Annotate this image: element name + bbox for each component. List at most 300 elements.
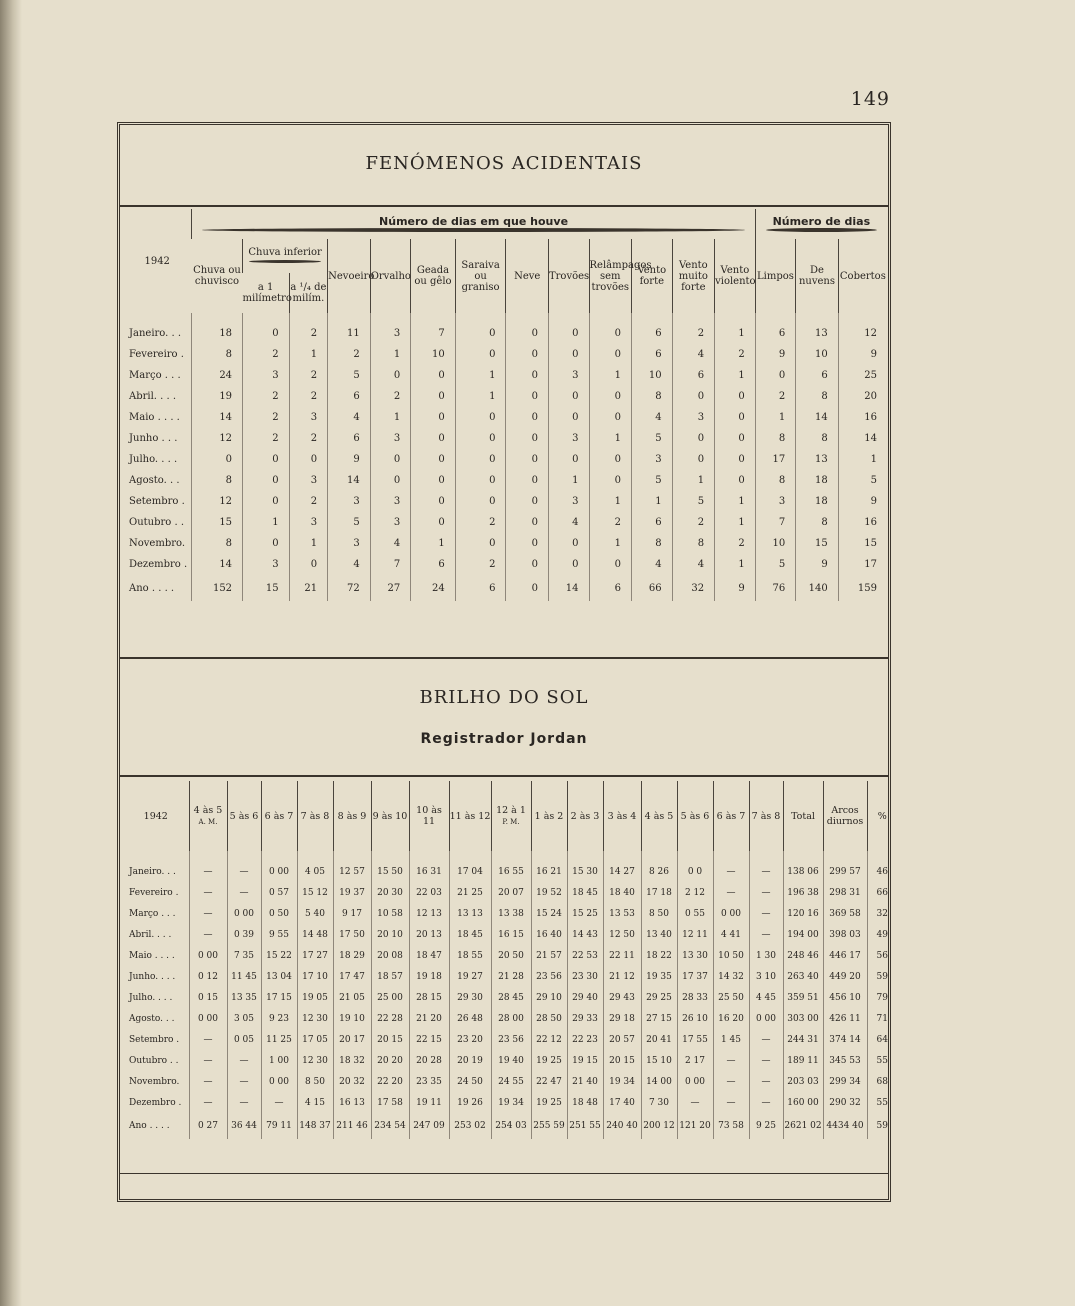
cell-value: 0 — [455, 344, 506, 365]
cell-value: 23 56 — [531, 966, 567, 987]
cell-value: 456 10 — [823, 987, 867, 1008]
cell-value: 3 — [328, 491, 371, 512]
table-row — [123, 491, 887, 512]
cell-value: 12 — [192, 491, 243, 512]
cell-value: 29 25 — [641, 987, 677, 1008]
col-cobertos: Cobertos — [838, 239, 887, 313]
cell-value: 8 50 — [641, 903, 677, 924]
cell-value: 11 — [328, 323, 371, 344]
cell-value: 298 31 — [823, 882, 867, 903]
cell-value: 13 30 — [677, 945, 713, 966]
col-orvalho: Orvalho — [370, 239, 411, 313]
cell-value: 20 57 — [603, 1029, 641, 1050]
cell-value: 10 58 — [371, 903, 409, 924]
cell-value: 29 43 — [603, 987, 641, 1008]
cell-value: 71 — [867, 1008, 897, 1029]
cell-value: 2 — [289, 428, 328, 449]
cell-value: 4 — [328, 554, 371, 575]
cell-value: 14 27 — [603, 861, 641, 882]
section-subtitle: Registrador Jordan — [420, 731, 588, 747]
cell-value: 0 — [455, 449, 506, 470]
month-label: Dezembro . — [129, 559, 188, 570]
cell-value: — — [749, 882, 783, 903]
total-value: 24 — [411, 575, 456, 601]
cell-value: 15 24 — [531, 903, 567, 924]
cell-value: 0 — [411, 470, 456, 491]
cell-value: 290 32 — [823, 1092, 867, 1113]
cell-value: 1 — [589, 428, 632, 449]
cell-value: 0 — [411, 407, 456, 428]
cell-value: 0 — [370, 449, 411, 470]
col-7-8pm: 7 às 8 — [749, 781, 783, 851]
cell-value: 28 33 — [677, 987, 713, 1008]
cell-value: 2 — [715, 533, 756, 554]
col-vento-violento: Vento violento — [715, 239, 756, 313]
cell-value: 10 50 — [713, 945, 749, 966]
page-frame — [117, 122, 891, 1202]
cell-value: 12 30 — [297, 1050, 333, 1071]
cell-value: 1 — [715, 554, 756, 575]
cell-value: 19 — [192, 386, 243, 407]
cell-value: 14 48 — [297, 924, 333, 945]
cell-value: 6 — [632, 344, 673, 365]
cell-value: 3 — [370, 323, 411, 344]
cell-value: 13 — [796, 449, 839, 470]
cell-value: 23 20 — [449, 1029, 491, 1050]
cell-value: 4 — [632, 407, 673, 428]
cell-value: 2 — [328, 344, 371, 365]
cell-value: 0 0 — [677, 861, 713, 882]
cell-value: 18 — [192, 323, 243, 344]
cell-value: 0 — [506, 323, 549, 344]
total-value: 234 54 — [371, 1113, 409, 1139]
total-value: 6 — [589, 575, 632, 601]
cell-value: 25 00 — [371, 987, 409, 1008]
cell-value: 12 50 — [603, 924, 641, 945]
total-value: 72 — [328, 575, 371, 601]
cell-value: 3 — [289, 407, 328, 428]
total-value: 4434 40 — [823, 1113, 867, 1139]
cell-value: 8 — [192, 470, 243, 491]
cell-value: 24 50 — [449, 1071, 491, 1092]
cell-value: 16 20 — [713, 1008, 749, 1029]
total-row — [123, 575, 887, 601]
cell-value: 8 — [192, 533, 243, 554]
cell-value: 5 — [328, 512, 371, 533]
cell-value: 8 50 — [297, 1071, 333, 1092]
month-label: Novembro. — [129, 1076, 180, 1087]
cell-value: 4 — [672, 344, 715, 365]
cell-value: 0 00 — [713, 903, 749, 924]
cell-value: 8 — [632, 386, 673, 407]
cell-value: 22 03 — [409, 882, 449, 903]
cell-value: 3 — [548, 365, 589, 386]
month-label: Agosto. . . — [129, 475, 180, 486]
cell-value: 24 55 — [491, 1071, 531, 1092]
cell-value: 19 18 — [409, 966, 449, 987]
cell-value: 0 — [589, 407, 632, 428]
cell-value: 1 — [589, 365, 632, 386]
cell-value: 6 — [755, 323, 796, 344]
cell-value: 345 53 — [823, 1050, 867, 1071]
cell-value: 56 — [867, 945, 897, 966]
cell-value: 28 45 — [491, 987, 531, 1008]
cell-value: 6 — [328, 428, 371, 449]
cell-value: 20 30 — [371, 882, 409, 903]
total-value: 2621 02 — [783, 1113, 823, 1139]
cell-value: 2 — [289, 386, 328, 407]
cell-value: 4 15 — [297, 1092, 333, 1113]
cell-value: — — [261, 1092, 297, 1113]
cell-value: 15 — [838, 533, 887, 554]
cell-value: 16 21 — [531, 861, 567, 882]
col-5-6: 5 às 6 — [227, 781, 261, 851]
cell-value: 55 — [867, 1050, 897, 1071]
cell-value: 19 11 — [409, 1092, 449, 1113]
cell-value: 10 — [755, 533, 796, 554]
cell-value: 2 — [370, 386, 411, 407]
table-row — [123, 966, 897, 987]
cell-value: 9 — [755, 344, 796, 365]
col-6-7: 6 às 7 — [261, 781, 297, 851]
cell-value: 3 05 — [227, 1008, 261, 1029]
cell-value: 14 43 — [567, 924, 603, 945]
table-row — [123, 987, 897, 1008]
cell-value: 19 40 — [491, 1050, 531, 1071]
cell-value: 0 — [370, 365, 411, 386]
cell-value: 7 — [370, 554, 411, 575]
cell-value: 19 34 — [603, 1071, 641, 1092]
cell-value: 5 — [838, 470, 887, 491]
col-saraiva: Saraiva ou graniso — [455, 239, 506, 313]
cell-value: 18 47 — [409, 945, 449, 966]
col-3-4: 3 às 4 — [603, 781, 641, 851]
cell-value: 0 57 — [261, 882, 297, 903]
cell-value: 0 — [411, 365, 456, 386]
cell-value: — — [227, 1050, 261, 1071]
cell-value: 6 — [632, 323, 673, 344]
cell-value: 0 00 — [677, 1071, 713, 1092]
total-value: 247 09 — [409, 1113, 449, 1139]
month-label: Junho . . . — [129, 433, 178, 444]
cell-value: 0 — [411, 449, 456, 470]
fenomenos-table — [123, 209, 887, 601]
year-label: 1942 — [144, 255, 170, 267]
total-value: 79 11 — [261, 1113, 297, 1139]
cell-value: 263 40 — [783, 966, 823, 987]
cell-value: 4 — [548, 512, 589, 533]
cell-value: 18 55 — [449, 945, 491, 966]
cell-value: 6 — [796, 365, 839, 386]
cell-value: 19 25 — [531, 1092, 567, 1113]
cell-value: 0 — [455, 470, 506, 491]
cell-value: 19 15 — [567, 1050, 603, 1071]
cell-value: 4 45 — [749, 987, 783, 1008]
cell-value: 0 00 — [189, 945, 227, 966]
total-value: 0 — [506, 575, 549, 601]
total-value: 36 44 — [227, 1113, 261, 1139]
table-row — [123, 365, 887, 386]
table-row — [123, 1071, 897, 1092]
cell-value: 9 — [838, 344, 887, 365]
cell-value: 0 — [192, 449, 243, 470]
cell-value: 374 14 — [823, 1029, 867, 1050]
cell-value: 0 — [715, 428, 756, 449]
cell-value: 16 — [838, 512, 887, 533]
month-label: Maio . . . . — [129, 412, 180, 423]
cell-value: 1 — [715, 365, 756, 386]
cell-value: 18 29 — [333, 945, 371, 966]
cell-value: 20 50 — [491, 945, 531, 966]
cell-value: 5 40 — [297, 903, 333, 924]
cell-value: 189 11 — [783, 1050, 823, 1071]
col-trovoes: Trovões — [548, 239, 589, 313]
month-label: Fevereiro . — [129, 349, 184, 360]
cell-value: 398 03 — [823, 924, 867, 945]
cell-value: — — [189, 1071, 227, 1092]
col-6-7pm: 6 às 7 — [713, 781, 749, 851]
cell-value: 0 — [548, 449, 589, 470]
divider — [120, 775, 888, 777]
cell-value: — — [749, 903, 783, 924]
cell-value: 13 04 — [261, 966, 297, 987]
cell-value: 8 — [796, 386, 839, 407]
total-value: 6 — [455, 575, 506, 601]
cell-value: 22 28 — [371, 1008, 409, 1029]
cell-value: 29 10 — [531, 987, 567, 1008]
cell-value: 59 — [867, 966, 897, 987]
cell-value: 18 32 — [333, 1050, 371, 1071]
cell-value: 0 00 — [749, 1008, 783, 1029]
cell-value: 4 — [672, 554, 715, 575]
cell-value: 13 38 — [491, 903, 531, 924]
cell-value: 13 40 — [641, 924, 677, 945]
col-chuva-inferior: Chuva inferior — [243, 239, 328, 273]
fenomenos-body — [123, 313, 887, 601]
cell-value: 0 05 — [227, 1029, 261, 1050]
cell-value: 2 12 — [677, 882, 713, 903]
cell-value: 6 — [411, 554, 456, 575]
cell-value: 14 32 — [713, 966, 749, 987]
cell-value: 1 — [411, 533, 456, 554]
cell-value: 8 — [796, 512, 839, 533]
cell-value: 449 20 — [823, 966, 867, 987]
cell-value: 20 10 — [371, 924, 409, 945]
cell-value: 1 — [838, 449, 887, 470]
month-label: Fevereiro . — [129, 887, 179, 898]
cell-value: 20 28 — [409, 1050, 449, 1071]
cell-value: 13 35 — [227, 987, 261, 1008]
cell-value: 19 26 — [449, 1092, 491, 1113]
col-5-6pm: 5 às 6 — [677, 781, 713, 851]
cell-value: 20 32 — [333, 1071, 371, 1092]
cell-value: 21 40 — [567, 1071, 603, 1092]
cell-value: 0 — [506, 407, 549, 428]
cell-value: — — [189, 903, 227, 924]
cell-value: 16 15 — [491, 924, 531, 945]
cell-value: 12 57 — [333, 861, 371, 882]
cell-value: 4 — [370, 533, 411, 554]
month-label: Outubro . . — [129, 517, 185, 528]
cell-value: 299 34 — [823, 1071, 867, 1092]
cell-value: 68 — [867, 1071, 897, 1092]
cell-value: 19 25 — [531, 1050, 567, 1071]
cell-value: 6 — [328, 386, 371, 407]
col-de-nuvens: De nuvens — [796, 239, 839, 313]
col-9-10: 9 às 10 — [371, 781, 409, 851]
cell-value: 1 — [243, 512, 290, 533]
cell-value: 9 23 — [261, 1008, 297, 1029]
cell-value: 16 — [838, 407, 887, 428]
year-label-brilho: 1942 — [143, 810, 168, 822]
col-4-5: 4 às 5 A. M. — [189, 781, 227, 851]
cell-value: 0 — [506, 365, 549, 386]
cell-value: 79 — [867, 987, 897, 1008]
cell-value: 7 — [755, 512, 796, 533]
table-row — [123, 554, 887, 575]
cell-value: 0 — [455, 323, 506, 344]
cell-value: 3 — [632, 449, 673, 470]
cell-value: 32 — [867, 903, 897, 924]
cell-value: — — [227, 882, 261, 903]
cell-value: 248 46 — [783, 945, 823, 966]
cell-value: 0 — [589, 554, 632, 575]
cell-value: — — [749, 1029, 783, 1050]
cell-value: 8 — [755, 470, 796, 491]
cell-value: 2 — [243, 428, 290, 449]
cell-value: 14 — [796, 407, 839, 428]
cell-value: 0 — [455, 533, 506, 554]
cell-value: 1 30 — [749, 945, 783, 966]
cell-value: 1 — [589, 491, 632, 512]
col-11-12: 11 às 12 — [449, 781, 491, 851]
cell-value: 9 — [796, 554, 839, 575]
cell-value: 369 58 — [823, 903, 867, 924]
cell-value: 18 22 — [641, 945, 677, 966]
cell-value: 2 — [672, 512, 715, 533]
cell-value: 1 — [548, 470, 589, 491]
cell-value: 120 16 — [783, 903, 823, 924]
cell-value: 0 — [715, 470, 756, 491]
cell-value: 0 — [506, 344, 549, 365]
cell-value: 17 55 — [677, 1029, 713, 1050]
cell-value: — — [713, 1092, 749, 1113]
cell-value: 22 15 — [409, 1029, 449, 1050]
cell-value: 14 — [192, 407, 243, 428]
cell-value: 0 15 — [189, 987, 227, 1008]
cell-value: 9 — [328, 449, 371, 470]
total-value: 15 — [243, 575, 290, 601]
total-value: 140 — [796, 575, 839, 601]
cell-value: 15 50 — [371, 861, 409, 882]
cell-value: 1 — [715, 512, 756, 533]
cell-value: 29 30 — [449, 987, 491, 1008]
month-label: Maio . . . . — [129, 950, 175, 961]
cell-value: 20 17 — [333, 1029, 371, 1050]
cell-value: 0 — [243, 533, 290, 554]
cell-value: 0 — [715, 386, 756, 407]
cell-value: — — [189, 861, 227, 882]
cell-value: 0 — [755, 365, 796, 386]
cell-value: 0 — [589, 449, 632, 470]
brilho-table — [123, 781, 897, 1139]
cell-value: 3 — [672, 407, 715, 428]
cell-value: 22 53 — [567, 945, 603, 966]
cell-value: 7 35 — [227, 945, 261, 966]
cell-value: — — [189, 882, 227, 903]
cell-value: 8 — [672, 533, 715, 554]
cell-value: 0 — [411, 512, 456, 533]
col-limpos: Limpos — [755, 239, 796, 313]
cell-value: 12 — [838, 323, 887, 344]
cell-value: 1 — [715, 323, 756, 344]
cell-value: 15 10 — [641, 1050, 677, 1071]
cell-value: 1 — [289, 533, 328, 554]
cell-value: 2 — [589, 512, 632, 533]
cell-value: 5 — [672, 491, 715, 512]
cell-value: 29 33 — [567, 1008, 603, 1029]
cell-value: 8 — [632, 533, 673, 554]
col-relampagos: Relâmpagos sem trovões — [589, 239, 632, 313]
cell-value: 25 50 — [713, 987, 749, 1008]
table-row — [123, 512, 887, 533]
cell-value: — — [189, 1029, 227, 1050]
cell-value: 0 — [672, 428, 715, 449]
total-value: 73 58 — [713, 1113, 749, 1139]
divider — [120, 205, 888, 207]
month-label: Março . . . — [129, 908, 176, 919]
cell-value: — — [713, 861, 749, 882]
cell-value: 23 30 — [567, 966, 603, 987]
cell-value: 17 15 — [261, 987, 297, 1008]
cell-value: 0 00 — [227, 903, 261, 924]
cell-value: 5 — [755, 554, 796, 575]
cell-value: 20 07 — [491, 882, 531, 903]
col-total: Total — [783, 781, 823, 851]
divider — [120, 1173, 888, 1174]
total-value: 9 — [715, 575, 756, 601]
cell-value: 446 17 — [823, 945, 867, 966]
cell-value: — — [189, 924, 227, 945]
month-label: Abril. . . . — [129, 391, 177, 402]
total-value: 14 — [548, 575, 589, 601]
cell-value: 203 03 — [783, 1071, 823, 1092]
col-4-5pm: 4 às 5 — [641, 781, 677, 851]
col-geada: Geada ou gêlo — [411, 239, 456, 313]
cell-value: 1 — [672, 470, 715, 491]
cell-value: 0 00 — [189, 1008, 227, 1029]
cell-value: 15 — [192, 512, 243, 533]
cell-value: 19 27 — [449, 966, 491, 987]
cell-value: 9 55 — [261, 924, 297, 945]
cell-value: 17 58 — [371, 1092, 409, 1113]
cell-value: 0 — [289, 449, 328, 470]
cell-value: 64 — [867, 1029, 897, 1050]
cell-value: 4 41 — [713, 924, 749, 945]
total-value: 59 — [867, 1113, 897, 1139]
cell-value: 6 — [632, 512, 673, 533]
cell-value: 8 — [755, 428, 796, 449]
col-a14: a ¹/₄ de milím. — [289, 273, 328, 313]
cell-value: 2 — [455, 554, 506, 575]
total-value: 0 27 — [189, 1113, 227, 1139]
cell-value: 0 12 — [189, 966, 227, 987]
cell-value: 0 50 — [261, 903, 297, 924]
cell-value: 3 — [370, 428, 411, 449]
cell-value: — — [713, 882, 749, 903]
cell-value: 0 — [715, 449, 756, 470]
col-vento-forte: Vento forte — [632, 239, 673, 313]
